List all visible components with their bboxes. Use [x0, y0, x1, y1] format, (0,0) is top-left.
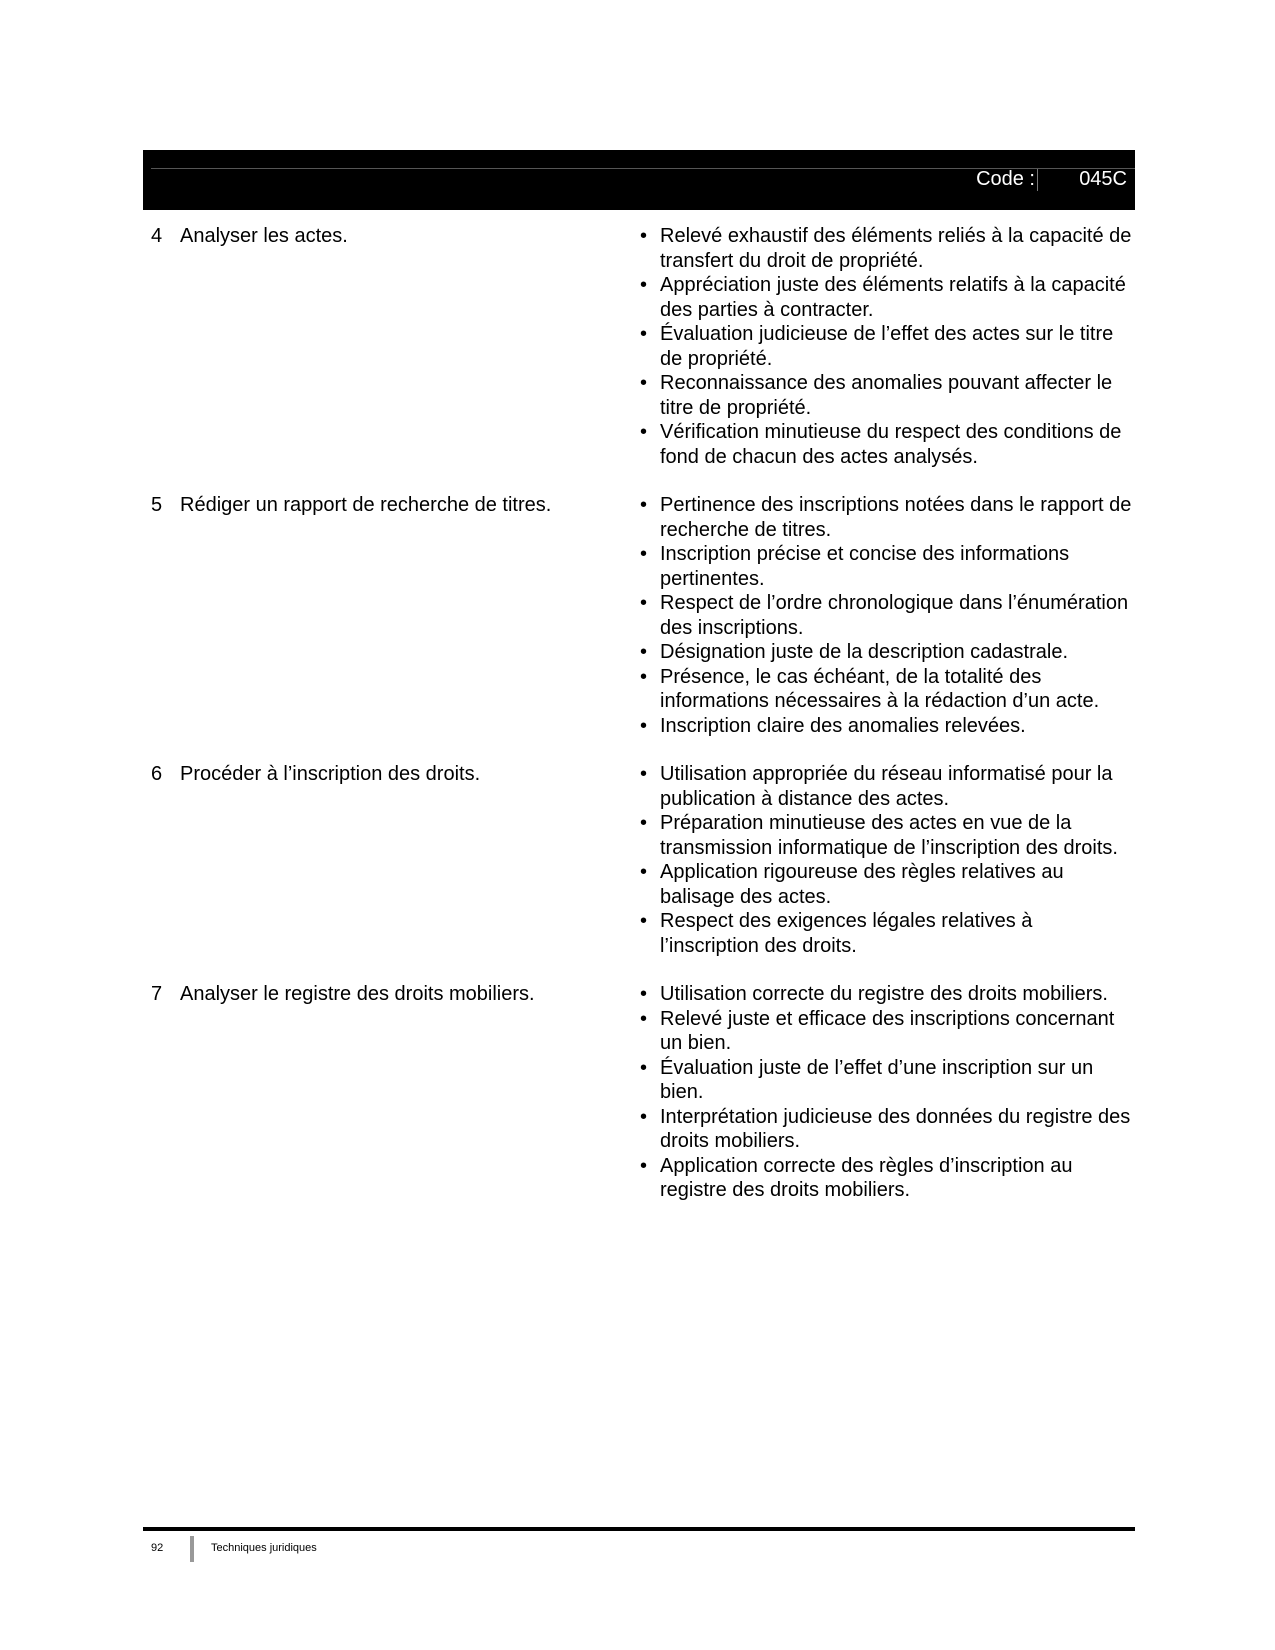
criterion-item: • Présence, le cas échéant, de la totalité des informations nécessaires à la rédaction d’un acte. [636, 665, 1135, 714]
criteria-list [636, 982, 1135, 1203]
criteria-list [636, 224, 1135, 469]
element-cell [143, 493, 636, 738]
criterion-item: • Application rigoureuse des règles relatives au balisage des actes. [636, 860, 1135, 909]
criteria-list [636, 493, 1135, 738]
criterion-item: • Interprétation judicieuse des données du registre des droits mobiliers. [636, 1105, 1135, 1154]
header-bar [143, 150, 1135, 210]
footer-rule [143, 1527, 1135, 1531]
element-cell [143, 762, 636, 958]
criterion-item: • Appréciation juste des éléments relatifs à la capacité des parties à contracter. [636, 273, 1135, 322]
criterion-item: • Relevé exhaustif des éléments reliés à la capacité de transfert du droit de propriété. [636, 224, 1135, 273]
element-number: 6 [151, 763, 163, 785]
criterion-item: • Inscription précise et concise des informations pertinentes. [636, 542, 1135, 591]
element-number: 7 [151, 983, 163, 1005]
element-cell [143, 982, 636, 1203]
criteria-cell [636, 762, 1135, 958]
criteria-cell [636, 982, 1135, 1203]
element-text: Analyser les actes. [180, 225, 348, 247]
table-row [143, 762, 1135, 958]
code-label: Code : [976, 168, 1035, 190]
competency-table [143, 224, 1135, 1227]
footer-separator [190, 1536, 194, 1562]
element-cell [143, 224, 636, 469]
footer-title: Techniques juridiques [211, 1542, 317, 1554]
criterion-item: • Pertinence des inscriptions notées dans le rapport de recherche de titres. [636, 493, 1135, 542]
criterion-item: • Désignation juste de la description cadastrale. [636, 640, 1135, 665]
table-row [143, 493, 1135, 738]
element-text: Analyser le registre des droits mobiliers. [180, 983, 535, 1005]
criterion-item: • Utilisation correcte du registre des droits mobiliers. [636, 982, 1135, 1007]
table-row [143, 224, 1135, 469]
criterion-item: • Respect des exigences légales relatives à l’inscription des droits. [636, 909, 1135, 958]
element-number: 5 [151, 494, 163, 516]
page-number: 92 [151, 1542, 164, 1554]
criterion-item: • Évaluation judicieuse de l’effet des actes sur le titre de propriété. [636, 322, 1135, 371]
element-number: 4 [151, 225, 163, 247]
element-text: Rédiger un rapport de recherche de titres. [180, 494, 552, 516]
table-row [143, 982, 1135, 1203]
element-text: Procéder à l’inscription des droits. [180, 763, 481, 785]
criteria-cell [636, 493, 1135, 738]
criterion-item: • Évaluation juste de l’effet d’une inscription sur un bien. [636, 1056, 1135, 1105]
criterion-item: • Préparation minutieuse des actes en vue de la transmission informatique de l’inscription des droits. [636, 811, 1135, 860]
criterion-item: • Vérification minutieuse du respect des conditions de fond de chacun des actes analysés. [636, 420, 1135, 469]
code-value: 045C [1079, 168, 1127, 190]
code-divider [1037, 169, 1038, 191]
criterion-item: • Application correcte des règles d’inscription au registre des droits mobiliers. [636, 1154, 1135, 1203]
criteria-list [636, 762, 1135, 958]
criterion-item: • Respect de l’ordre chronologique dans l’énumération des inscriptions. [636, 591, 1135, 640]
criteria-cell [636, 224, 1135, 469]
criterion-item: • Reconnaissance des anomalies pouvant affecter le titre de propriété. [636, 371, 1135, 420]
criterion-item: • Relevé juste et efficace des inscriptions concernant un bien. [636, 1007, 1135, 1056]
criterion-item: • Inscription claire des anomalies relevées. [636, 714, 1135, 739]
criterion-item: • Utilisation appropriée du réseau informatisé pour la publication à distance des actes. [636, 762, 1135, 811]
